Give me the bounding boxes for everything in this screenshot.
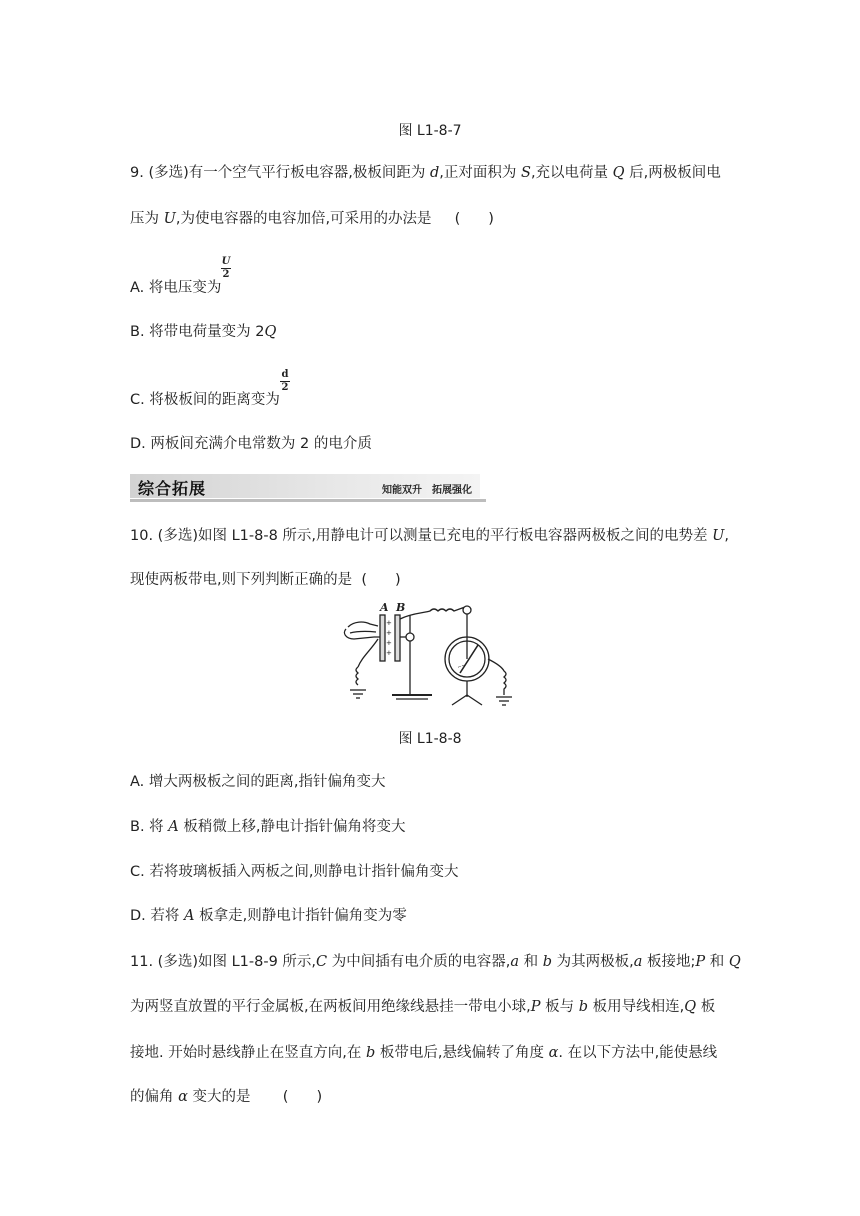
hand-sketch	[344, 622, 378, 639]
q9-stem-line1: 9. (多选)有一个空气平行板电容器,极板间距为 d,正对面积为 S,充以电荷量 Q 后,两极板间电	[130, 165, 721, 181]
section-banner-subtitle: 知能双升 拓展强化	[382, 485, 472, 496]
q9-option-d: D. 两板间充满介电常数为 2 的电介质	[130, 436, 372, 452]
plate-label-a: A	[380, 601, 389, 614]
electrometer-scale-mark: ~~	[456, 662, 467, 671]
charge-sign-1: +	[386, 619, 392, 627]
plate-a	[380, 615, 385, 661]
charge-sign-3: +	[386, 639, 392, 647]
section-banner	[130, 474, 486, 498]
stand-clamp	[406, 633, 414, 641]
charge-sign-2: +	[386, 629, 392, 637]
plate-b	[395, 615, 400, 661]
q9-option-c-fraction: d 2	[281, 369, 289, 393]
q9-stem-line2: 压为 U,为使电容器的电容加倍,可采用的办法是 ( )	[130, 211, 494, 227]
q10-stem-line1: 10. (多选)如图 L1-8-8 所示,用静电计可以测量已充电的平行板电容器两极板之间的电势差 U,	[130, 528, 729, 544]
q11-stem-line4: 的偏角 α 变大的是 ( )	[130, 1089, 323, 1105]
q11-stem-line1: 11. (多选)如图 L1-8-9 所示,C 为中间插有电介质的电容器,a 和 b 为其两极板,a 板接地;P 和 Q	[130, 954, 741, 970]
electrometer-capacitor-figure	[340, 597, 520, 715]
q9-option-a: A. 将电压变为	[130, 280, 222, 296]
q10-option-a: A. 增大两极板之间的距离,指针偏角变大	[130, 774, 386, 790]
figure-caption-l1-8-7: 图 L1-8-7	[398, 123, 462, 139]
q11-stem-line3: 接地. 开始时悬线静止在竖直方向,在 b 板带电后,悬线偏转了角度 α. 在以下方法中,能使悬线	[130, 1045, 718, 1061]
ground-wire-a	[358, 637, 380, 667]
q9-option-a-fraction: U 2	[221, 256, 231, 280]
q10-option-c: C. 若将玻璃板插入两板之间,则静电计指针偏角变大	[130, 864, 459, 880]
electrometer-knob	[463, 606, 471, 614]
q11-stem-line2: 为两竖直放置的平行金属板,在两板间用绝缘线悬挂一带电小球,P 板与 b 板用导线相连,Q 板	[130, 999, 716, 1015]
q10-stem-line2: 现使两板带电,则下列判断正确的是 ( )	[130, 572, 401, 588]
q10-option-b: B. 将 A 板稍微上移,静电计指针偏角将变大	[130, 819, 406, 835]
q9-option-b: B. 将带电荷量变为 2Q	[130, 324, 277, 340]
ground-wire-electrometer	[488, 659, 506, 695]
figure-caption-l1-8-8: 图 L1-8-8	[398, 731, 462, 747]
charge-sign-4: +	[386, 649, 392, 657]
ground-coil-a	[356, 667, 358, 685]
q9-option-c: C. 将极板间的距离变为	[130, 392, 280, 408]
section-banner-title: 综合拓展	[138, 479, 207, 498]
q10-option-d: D. 若将 A 板拿走,则静电计指针偏角变为零	[130, 908, 407, 924]
plate-label-b: B	[396, 601, 406, 614]
